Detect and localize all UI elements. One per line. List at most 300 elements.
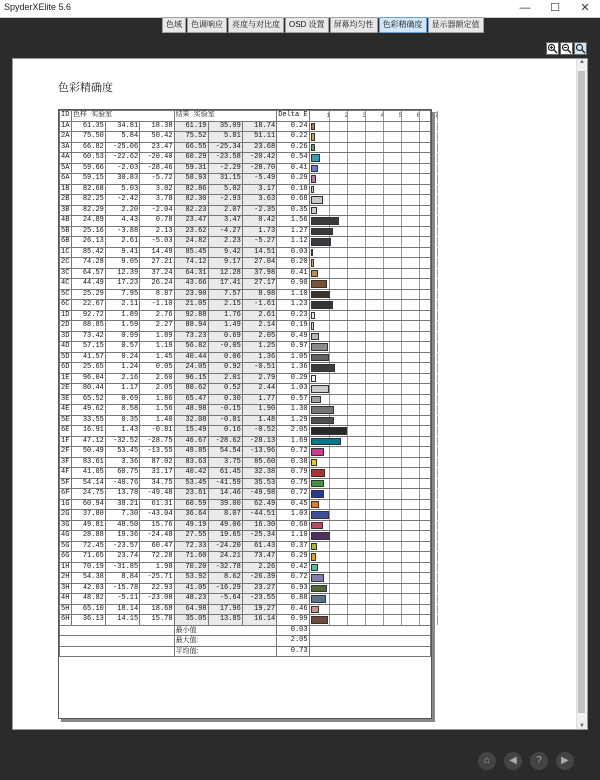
reference-lab-value: 2.27 (140, 321, 174, 332)
scale-gridline (401, 416, 402, 426)
scale-gridline (383, 563, 384, 573)
delta-e-bar-cell (309, 132, 430, 143)
reference-lab-value: 1.86 (140, 394, 174, 405)
scale-gridline (365, 615, 366, 625)
scale-gridline (365, 132, 366, 142)
scale-gridline (437, 437, 438, 447)
delta-e-bar (311, 207, 317, 215)
delta-e-bar-cell (309, 520, 430, 531)
scale-gridline (437, 195, 438, 205)
table-row (60, 132, 431, 143)
result-lab-value: 19.65 (208, 531, 242, 542)
table-row (60, 373, 431, 384)
result-lab-value: 53.45 (174, 478, 208, 489)
reference-lab-value: 9.05 (105, 258, 139, 269)
color-accuracy-table-frame (58, 109, 439, 719)
reference-lab-value: 57.15 (71, 342, 105, 353)
scale-gridline (419, 542, 420, 552)
scale-gridline (383, 542, 384, 552)
stats-row (60, 646, 431, 657)
delta-e-bar (311, 123, 315, 131)
row-id: 4B (60, 216, 72, 227)
reference-lab-value: 15.78 (140, 615, 174, 626)
reference-lab-value: 1.45 (140, 352, 174, 363)
reference-lab-value: -25.06 (105, 142, 139, 153)
delta-e-bar-cell (309, 510, 430, 521)
delta-e-bar (311, 511, 330, 519)
delta-e-value: 0.72 (277, 447, 309, 458)
reference-lab-value: 59.66 (71, 163, 105, 174)
result-lab-value: 40.42 (174, 468, 208, 479)
scale-gridline (401, 437, 402, 447)
result-lab-value: 83.63 (174, 457, 208, 468)
footer-forward-icon[interactable]: ▶ (556, 752, 574, 770)
tab-1[interactable]: 色调响应 (187, 17, 227, 33)
scroll-up-icon[interactable]: ▲ (579, 59, 585, 65)
result-lab-value: 2.05 (242, 331, 276, 342)
delta-e-bar-cell (309, 268, 430, 279)
scale-gridline (365, 584, 366, 594)
scale-gridline (383, 384, 384, 394)
reference-lab-value: 27.21 (140, 258, 174, 269)
scale-gridline (383, 573, 384, 583)
result-lab-value: 75.52 (174, 132, 208, 143)
scale-gridline (326, 111, 331, 121)
scale-gridline (365, 521, 366, 531)
row-id: 5D (60, 352, 72, 363)
scale-gridline (365, 332, 366, 342)
result-lab-value: 72.33 (174, 541, 208, 552)
delta-e-bar-cell (309, 468, 430, 479)
result-lab-value: 64.31 (174, 268, 208, 279)
result-lab-value: 2.14 (242, 321, 276, 332)
reference-lab-value: -25.71 (140, 573, 174, 584)
result-lab-value: 0.16 (208, 426, 242, 437)
reference-lab-value: 1.19 (140, 342, 174, 353)
scale-gridline (419, 468, 420, 478)
result-lab-value: 56.82 (174, 342, 208, 353)
scale-gridline (347, 447, 348, 457)
result-lab-value: 0.30 (208, 394, 242, 405)
scale-gridline (347, 437, 348, 447)
result-lab-value: 24.21 (208, 552, 242, 563)
scale-gridline (437, 458, 438, 468)
scale-gridline (383, 521, 384, 531)
result-lab-value: 32.38 (242, 468, 276, 479)
result-lab-value: -13.96 (242, 447, 276, 458)
delta-e-value: 0.72 (277, 573, 309, 584)
scale-gridline (365, 563, 366, 573)
result-lab-value: 0.52 (208, 384, 242, 395)
reference-lab-value: 23.74 (105, 552, 139, 563)
reference-lab-value: 1.98 (140, 562, 174, 573)
scale-gridline (401, 311, 402, 321)
table-row (60, 489, 431, 500)
header-id: ID (60, 111, 72, 122)
scale-gridline (419, 437, 420, 447)
scale-gridline (419, 584, 420, 594)
row-id: 2A (60, 132, 72, 143)
scale-gridline (365, 195, 366, 205)
tab-6[interactable]: 显示器额定值 (428, 17, 484, 33)
scale-gridline (329, 489, 330, 499)
delta-e-value: 1.36 (277, 363, 309, 374)
row-id: 1H (60, 562, 72, 573)
result-lab-value: 35.53 (242, 478, 276, 489)
stats-value: 2.05 (277, 636, 309, 647)
reference-lab-value: 50.42 (140, 132, 174, 143)
reference-lab-value: 60.47 (140, 541, 174, 552)
result-lab-value: 82.30 (174, 195, 208, 206)
scale-gridline (437, 405, 438, 415)
delta-e-bar (311, 291, 331, 299)
tab-2[interactable]: 亮度与对比度 (228, 17, 284, 33)
table-row (60, 510, 431, 521)
table-header-row (60, 111, 431, 122)
stats-blank (309, 625, 430, 636)
result-lab-value: 5.02 (208, 184, 242, 195)
scale-gridline (437, 342, 438, 352)
reference-lab-value: 85.42 (71, 247, 105, 258)
scale-gridline (347, 227, 348, 237)
scroll-down-icon[interactable]: ▼ (579, 723, 585, 729)
delta-e-bar (311, 333, 320, 341)
scale-gridline (329, 552, 330, 562)
app-title: SpyderXElite 5.6 (4, 2, 72, 12)
scale-gridline (437, 384, 438, 394)
scale-gridline (383, 447, 384, 457)
scale-gridline (365, 405, 366, 415)
delta-e-bar-cell (309, 321, 430, 332)
delta-e-bar-cell (309, 205, 430, 216)
scale-gridline (383, 552, 384, 562)
scale-gridline (383, 605, 384, 615)
zoom-out-icon[interactable] (560, 42, 573, 55)
delta-e-bar (311, 438, 341, 446)
close-button[interactable]: ✕ (580, 2, 590, 14)
scale-gridline (329, 594, 330, 604)
row-id: 3H (60, 583, 72, 594)
reference-lab-value: 41.57 (71, 352, 105, 363)
reference-lab-value: 60.94 (71, 499, 105, 510)
result-lab-value: -32.78 (208, 562, 242, 573)
scale-gridline (419, 426, 420, 436)
delta-e-value: 0.19 (277, 321, 309, 332)
scale-gridline (401, 269, 402, 279)
delta-e-bar (311, 480, 325, 488)
result-lab-value: 49.85 (174, 447, 208, 458)
scale-gridline (329, 374, 330, 384)
delta-e-bar (311, 585, 328, 593)
delta-e-bar (311, 501, 319, 509)
zoom-fit-icon[interactable] (574, 42, 587, 55)
scale-gridline (383, 195, 384, 205)
zoom-in-icon[interactable] (546, 42, 559, 55)
tab-3[interactable]: OSD 设置 (285, 17, 329, 33)
scale-gridline (347, 248, 348, 258)
delta-e-bar-cell (309, 289, 430, 300)
scale-gridline (401, 153, 402, 163)
table-row (60, 573, 431, 584)
scale-gridline (347, 206, 348, 216)
delta-e-bar (311, 249, 313, 257)
result-lab-value: -44.51 (242, 510, 276, 521)
row-id: 5A (60, 163, 72, 174)
delta-e-value: 1.03 (277, 510, 309, 521)
row-id: 4A (60, 153, 72, 164)
scale-gridline (347, 510, 348, 520)
table-row (60, 321, 431, 332)
result-lab-value: 85.60 (242, 457, 276, 468)
scale-gridline (383, 290, 384, 300)
scale-gridline (419, 237, 420, 247)
scale-gridline (419, 605, 420, 615)
reference-lab-value: 18.14 (105, 604, 139, 615)
reference-lab-value: 0.05 (140, 363, 174, 374)
scale-gridline (419, 594, 420, 604)
scale-gridline (383, 342, 384, 352)
result-lab-value: -41.59 (208, 478, 242, 489)
scale-gridline (437, 216, 438, 226)
reference-lab-value: -13.55 (140, 447, 174, 458)
scale-gridline (419, 311, 420, 321)
result-lab-value: 58.93 (174, 174, 208, 185)
table-row (60, 142, 431, 153)
reference-lab-value: 19.36 (105, 531, 139, 542)
scale-gridline (401, 227, 402, 237)
tab-0[interactable]: 色域 (162, 17, 186, 33)
maximize-button[interactable]: ☐ (550, 2, 560, 14)
scale-gridline (437, 311, 438, 321)
result-lab-value: 2.26 (242, 562, 276, 573)
scale-gridline (347, 269, 348, 279)
reference-lab-value: 26.13 (71, 237, 105, 248)
scale-gridline (329, 195, 330, 205)
reference-lab-value: 15.76 (140, 520, 174, 531)
delta-e-bar (311, 616, 329, 624)
result-lab-value: 53.92 (174, 573, 208, 584)
reference-lab-value: 18.38 (140, 121, 174, 132)
result-lab-value: -26.39 (242, 573, 276, 584)
scale-gridline (401, 552, 402, 562)
delta-e-bar-cell (309, 615, 430, 626)
delta-e-bar (311, 133, 315, 141)
scale-gridline (347, 237, 348, 247)
scale-tick-label: 6 (416, 112, 421, 119)
delta-e-bar-cell (309, 247, 430, 258)
scale-gridline (329, 258, 330, 268)
scale-gridline (365, 185, 366, 195)
result-lab-value: 88.94 (174, 321, 208, 332)
scale-gridline (347, 531, 348, 541)
result-lab-value: 3.17 (242, 184, 276, 195)
scale-gridline (419, 269, 420, 279)
delta-e-value: 1.30 (277, 405, 309, 416)
scale-gridline (419, 290, 420, 300)
result-lab-value: 14.51 (242, 247, 276, 258)
scale-gridline (329, 269, 330, 279)
scale-gridline (401, 447, 402, 457)
result-lab-value: 23.62 (174, 226, 208, 237)
result-lab-value: 9.42 (208, 247, 242, 258)
scrollbar-thumb[interactable] (578, 71, 585, 713)
scale-gridline (365, 122, 366, 132)
scale-gridline (401, 342, 402, 352)
scale-gridline (437, 174, 438, 184)
scale-gridline (329, 311, 330, 321)
result-lab-value: 82.23 (174, 205, 208, 216)
row-id: 4E (60, 405, 72, 416)
result-lab-value: 37.98 (242, 268, 276, 279)
scale-gridline (347, 594, 348, 604)
table-row (60, 436, 431, 447)
scale-gridline (347, 489, 348, 499)
scale-gridline (383, 416, 384, 426)
reference-lab-value: 1.24 (105, 363, 139, 374)
result-lab-value: -5.49 (242, 174, 276, 185)
row-id: 3D (60, 331, 72, 342)
delta-e-value: 0.23 (277, 310, 309, 321)
scale-gridline (329, 447, 330, 457)
row-id: 2C (60, 258, 72, 269)
reference-lab-value: 0.35 (105, 415, 139, 426)
scale-gridline (419, 227, 420, 237)
scale-gridline (383, 185, 384, 195)
delta-e-value: 0.68 (277, 195, 309, 206)
reference-lab-value: 53.45 (105, 447, 139, 458)
delta-e-bar-cell (309, 216, 430, 227)
tab-4[interactable]: 屏幕均匀性 (330, 17, 378, 33)
tab-bar (162, 17, 485, 33)
reference-lab-value: -43.04 (140, 510, 174, 521)
scale-gridline (401, 542, 402, 552)
report-page (12, 58, 588, 730)
result-lab-value: 3.75 (208, 457, 242, 468)
delta-e-value: 0.42 (277, 562, 309, 573)
scale-gridline (383, 395, 384, 405)
delta-e-value: 0.20 (277, 258, 309, 269)
delta-e-bar (311, 490, 324, 498)
table-row (60, 247, 431, 258)
delta-e-bar-cell (309, 363, 430, 374)
reference-lab-value: 72.28 (140, 552, 174, 563)
table-row (60, 195, 431, 206)
color-accuracy-table (59, 110, 439, 657)
stats-value: 0.73 (277, 646, 309, 657)
reference-lab-value: 17.23 (105, 279, 139, 290)
scale-gridline (383, 531, 384, 541)
delta-e-value: 0.41 (277, 163, 309, 174)
delta-e-bar (311, 343, 328, 351)
row-id: 2F (60, 447, 72, 458)
vertical-scrollbar[interactable] (576, 59, 587, 729)
scale-gridline (401, 332, 402, 342)
scale-gridline (437, 584, 438, 594)
footer-back-icon[interactable]: ◀ (504, 752, 522, 770)
row-id: 5G (60, 541, 72, 552)
footer-help-icon[interactable]: ? (530, 752, 548, 770)
scale-gridline (401, 122, 402, 132)
scale-gridline (329, 122, 330, 132)
scale-gridline (365, 237, 366, 247)
result-lab-value: 2.61 (242, 310, 276, 321)
row-id: 6A (60, 174, 72, 185)
scale-gridline (365, 279, 366, 289)
footer-home-icon[interactable]: ⌂ (478, 752, 496, 770)
scale-gridline (401, 353, 402, 363)
result-lab-value: 1.73 (242, 226, 276, 237)
minimize-button[interactable]: — (519, 2, 531, 14)
scale-gridline (437, 122, 438, 132)
scale-gridline (419, 153, 420, 163)
result-lab-value: 39.00 (208, 499, 242, 510)
result-lab-value: 31.15 (208, 174, 242, 185)
delta-e-bar-cell (309, 342, 430, 353)
reference-lab-value: 65.52 (71, 394, 105, 405)
scale-gridline (365, 500, 366, 510)
result-lab-value: 60.29 (174, 153, 208, 164)
scale-gridline (347, 216, 348, 226)
delta-e-value: 0.29 (277, 373, 309, 384)
delta-e-value: 0.75 (277, 478, 309, 489)
row-id: 3B (60, 205, 72, 216)
delta-e-bar (311, 175, 316, 183)
reference-lab-value: 88.85 (71, 321, 105, 332)
scale-gridline (347, 363, 348, 373)
result-lab-value: 23.90 (174, 289, 208, 300)
reference-lab-value: 75.50 (71, 132, 105, 143)
scale-gridline (365, 605, 366, 615)
scale-gridline (401, 479, 402, 489)
delta-e-bar-cell (309, 300, 430, 311)
scale-gridline (329, 615, 330, 625)
reference-lab-value: 2.76 (140, 310, 174, 321)
delta-e-bar (311, 154, 321, 162)
delta-e-value: 0.22 (277, 132, 309, 143)
scale-gridline (329, 395, 330, 405)
result-lab-value: 17.96 (208, 604, 242, 615)
result-lab-value: 71.60 (174, 552, 208, 563)
scale-gridline (437, 594, 438, 604)
delta-e-value: 1.05 (277, 352, 309, 363)
reference-lab-value: -3.88 (105, 226, 139, 237)
result-lab-value: 13.85 (208, 615, 242, 626)
result-lab-value: 2.44 (242, 384, 276, 395)
scale-gridline (365, 153, 366, 163)
scale-gridline (365, 363, 366, 373)
delta-e-value: 1.29 (277, 415, 309, 426)
scale-gridline (383, 122, 384, 132)
result-lab-value: -24.20 (208, 541, 242, 552)
reference-lab-value: 9.41 (105, 247, 139, 258)
result-lab-value: 61.19 (174, 121, 208, 132)
scale-gridline (347, 521, 348, 531)
scale-gridline (437, 164, 438, 174)
reference-lab-value: -24.48 (140, 531, 174, 542)
scale-gridline (365, 342, 366, 352)
tab-5[interactable]: 色彩精确度 (379, 17, 427, 33)
table-row (60, 594, 431, 605)
scale-gridline (437, 206, 438, 216)
result-lab-value: 65.47 (174, 394, 208, 405)
table-row (60, 258, 431, 269)
delta-e-value: 0.41 (277, 268, 309, 279)
scale-gridline (347, 605, 348, 615)
scale-gridline (419, 458, 420, 468)
reference-lab-value: -23.57 (105, 541, 139, 552)
scale-gridline (383, 227, 384, 237)
delta-e-value: 0.03 (277, 247, 309, 258)
